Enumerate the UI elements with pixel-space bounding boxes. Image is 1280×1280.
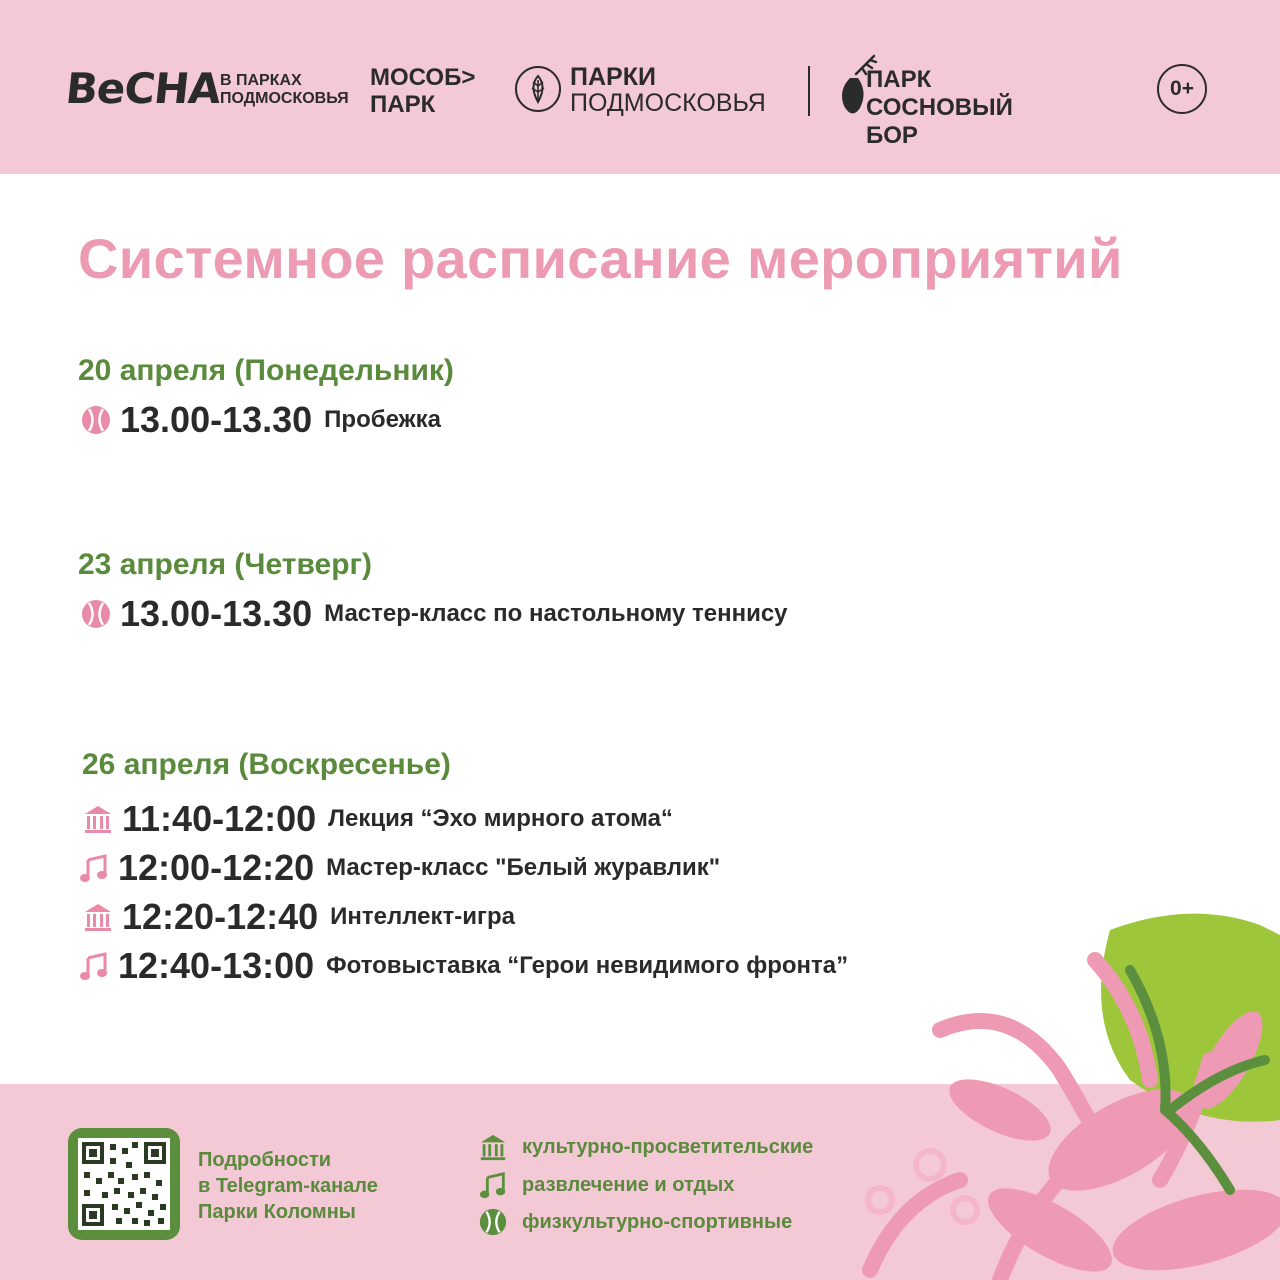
museum-icon (82, 901, 114, 933)
vesna-logo-subtitle: В ПАРКАХ ПОДМОСКОВЬЯ (220, 72, 349, 107)
event-name: Интеллект-игра (330, 903, 516, 930)
event-name: Мастер-класс по настольному теннису (324, 600, 788, 627)
event-row (80, 398, 441, 442)
event-row (80, 592, 788, 636)
legend-label: физкультурно-спортивные (522, 1210, 793, 1233)
day-heading: 23 апреля (Четверг) (78, 548, 373, 581)
legend-item-leisure (478, 1169, 734, 1201)
tennis-ball-icon (478, 1207, 508, 1237)
legend-label: развлечение и отдых (522, 1173, 735, 1196)
event-time: 11:40-12:00 (122, 798, 317, 839)
museum-icon (82, 803, 114, 835)
event-time: 13.00-13.30 (120, 593, 313, 634)
event-name: Фотовыставка “Герои невидимого фронта” (326, 952, 849, 979)
age-rating-badge: 0+ (1157, 64, 1207, 114)
museum-icon (478, 1132, 508, 1162)
event-row (82, 797, 673, 841)
event-time: 12:40-13:00 (118, 945, 315, 986)
day-heading: 20 апреля (Понедельник) (78, 354, 454, 387)
tennis-ball-icon (80, 404, 112, 436)
legend-item-culture (478, 1131, 813, 1163)
park-sosnovy-bor-logo: ПАРК СОСНОВЫЙ БОР (866, 66, 1013, 149)
event-time: 12:00-12:20 (118, 847, 315, 888)
day-heading: 26 апреля (Воскресенье) (82, 748, 451, 781)
music-note-icon (78, 950, 110, 982)
legend-item-sport (478, 1206, 792, 1238)
telegram-qr-code[interactable] (68, 1128, 180, 1240)
mosobpark-logo: МОСОБ> ПАРК (370, 64, 476, 118)
event-time: 12:20-12:40 (122, 896, 319, 937)
qr-code-pattern (78, 1138, 170, 1230)
telegram-caption: Подробности в Telegram-канале Парки Коломны (198, 1149, 378, 1223)
tennis-ball-icon (80, 598, 112, 630)
event-name: Пробежка (324, 406, 441, 433)
parki-leaf-icon (515, 66, 561, 112)
event-row (78, 846, 720, 890)
page-title: Системное расписание мероприятий (78, 227, 1123, 290)
music-note-icon (478, 1170, 508, 1200)
event-time: 13.00-13.30 (120, 399, 313, 440)
music-note-icon (78, 852, 110, 884)
event-name: Мастер-класс "Белый журавлик" (326, 854, 721, 881)
event-name: Лекция “Эхо мирного атома“ (328, 805, 673, 832)
logo-divider (808, 66, 810, 116)
vesna-logo: ВеСНА (63, 64, 223, 113)
parki-podmoskovya-logo: ПАРКИ ПОДМОСКОВЬЯ (570, 63, 766, 117)
event-row (78, 944, 848, 988)
legend-label: культурно-просветительские (522, 1135, 814, 1158)
event-row (82, 895, 515, 939)
